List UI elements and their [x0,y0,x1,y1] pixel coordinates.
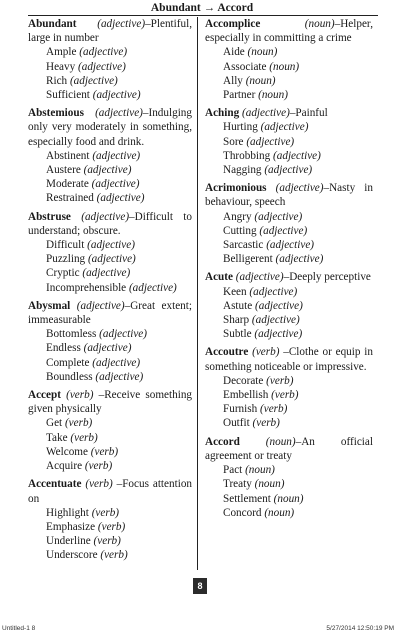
synonym-pos: (adjective) [92,356,141,369]
synonym-pos: (adjective) [87,239,135,252]
synonym-word: Decorate [223,374,264,387]
synonym-pos: (verb) [90,445,119,458]
synonym-item [205,477,373,491]
synonym-item [28,266,192,280]
synonym-word: Cryptic [46,267,80,280]
synonym-word: Throbbing [223,149,271,162]
synonym-item [28,416,192,430]
synonym-word: Pact [223,464,243,477]
synonym-word: Furnish [223,403,258,416]
left-column [28,17,192,567]
synonym-pos: (adjective) [128,281,177,294]
entry-definition-line [205,106,373,120]
synonym-pos: (adjective) [254,328,303,341]
synonym-pos: (noun) [258,89,288,102]
synonym-pos: (noun) [247,46,278,59]
entry-definition-line [205,270,373,284]
right-column [205,17,373,524]
page-header-title: Abundant → Accord [150,2,254,14]
synonym-word: Embellish [223,389,269,402]
synonym-word: Outfit [223,417,250,430]
definition-text: –Difficult to understand; obscure. [28,210,192,237]
synonym-item [205,374,373,388]
synonym-pos: (verb) [93,535,121,548]
synonym-item [28,341,192,355]
synonym-pos: (adjective) [83,164,132,177]
synonym-word: Aide [223,46,245,59]
synonym-word: Sarcastic [223,239,264,252]
synonym-pos: (adjective) [83,342,132,355]
synonym-pos: (adjective) [69,74,118,87]
synonym-pos: (adjective) [246,135,295,148]
synonym-word: Sufficient [46,89,90,102]
synonym-pos: (noun) [245,74,276,87]
synonym-word: Ally [223,74,243,87]
synonym-word: Hurting [223,121,258,134]
synonym-word: Settlement [223,492,271,505]
dictionary-entry [205,345,373,430]
synonym-item [28,60,192,74]
synonym-item [28,520,192,534]
synonym-item [28,370,192,384]
synonym-item [205,163,373,177]
synonym-item [205,463,373,477]
synonym-item [205,149,373,163]
synonym-word: Astute [223,299,253,312]
synonym-pos: (adjective) [249,285,298,298]
synonym-item [28,356,192,370]
definition-text: –Receive something given physically [28,389,193,416]
synonym-item [28,431,192,445]
synonym-pos: (verb) [266,374,294,387]
part-of-speech: (adjective) [95,107,143,120]
synonym-pos: (noun) [269,60,300,73]
synonym-word: Rich [46,74,68,87]
headword: Acrimonious [205,182,267,195]
synonym-pos: (adjective) [92,149,141,162]
synonym-item [205,120,373,134]
part-of-speech: (adjective) [97,18,146,30]
headword: Abysmal [28,299,71,312]
headword: Accord [205,435,240,448]
part-of-speech: (adjective) [76,299,125,312]
synonym-item [205,224,373,238]
definition-text: –Great extent; immeasurable [28,299,192,327]
synonym-pos: (adjective) [259,224,308,237]
synonym-word: Welcome [46,445,88,458]
synonym-item [28,191,192,205]
headword: Accoutre [205,346,249,359]
header-rule [28,15,378,16]
synonym-word: Incomprehensible [46,281,127,294]
synonym-word: Associate [223,60,267,73]
synonym-word: Sore [223,135,244,148]
synonym-pos: (verb) [84,460,113,473]
synonym-word: Angry [223,210,252,223]
synonym-pos: (noun) [254,478,285,491]
synonym-pos: (adjective) [266,239,315,252]
synonym-word: Emphasize [46,520,96,533]
entry-definition-line [205,17,373,45]
synonym-item [28,327,192,341]
synonym-pos: (verb) [100,549,128,562]
synonym-pos: (adjective) [260,121,309,134]
part-of-speech: (adjective) [81,210,130,223]
dictionary-entry [205,181,373,266]
part-of-speech: (adjective) [242,107,290,120]
synonym-word: Partner [223,89,256,102]
synonym-word: Underscore [46,549,98,562]
column-divider [197,17,198,570]
dictionary-entry [28,106,192,205]
synonym-pos: (adjective) [95,370,144,383]
synonym-pos: (noun) [264,506,295,519]
synonym-word: Nagging [223,164,262,177]
footer-timestamp: 5/27/2014 12:50:19 PM [326,625,394,632]
definition-text: –Helper, especially in committing a crime [205,18,373,45]
dictionary-entry [205,270,373,341]
synonym-word: Cutting [223,224,257,237]
synonym-pos: (adjective) [264,164,313,177]
synonym-word: Keen [223,285,247,298]
synonym-pos: (adjective) [255,299,303,312]
synonym-item [28,88,192,102]
synonym-pos: (adjective) [251,314,300,327]
synonym-item [205,252,373,266]
synonym-item [28,163,192,177]
synonym-item [205,416,373,430]
synonym-word: Bottomless [46,328,97,341]
dictionary-entry [28,477,192,562]
definition-text: –Clothe or equip in something noticeable or impressive. [205,346,373,373]
synonym-word: Endless [46,342,81,355]
synonym-item [205,327,373,341]
synonym-item [205,299,373,313]
entry-definition-line [28,17,192,45]
synonym-item [28,45,192,59]
synonym-item [28,281,192,295]
synonym-pos: (verb) [91,506,120,519]
page-number: 8 [197,581,203,591]
synonym-item [28,149,192,163]
synonym-item [205,74,373,88]
entry-definition-line [205,435,373,463]
synonym-word: Moderate [46,178,89,191]
definition-text: –Indulging only very moderately in something, especially food and drink. [28,107,192,148]
synonym-item [205,210,373,224]
dictionary-entry [205,17,373,102]
synonym-pos: (verb) [70,431,98,444]
synonym-word: Restrained [46,192,94,205]
synonym-pos: (verb) [260,403,288,416]
synonym-pos: (adjective) [92,89,141,102]
synonym-item [205,506,373,520]
definition-text: –Deeply perceptive [283,271,371,284]
synonym-item [205,238,373,252]
synonym-item [28,177,192,191]
synonym-item [205,285,373,299]
synonym-item [28,534,192,548]
part-of-speech: (adjective) [235,271,284,284]
synonym-item [205,402,373,416]
dictionary-entry [28,210,192,295]
part-of-speech: (noun) [304,18,335,30]
synonym-word: Concord [223,506,262,519]
synonym-pos: (adjective) [78,60,126,73]
headword: Abstruse [28,210,71,223]
headword: Abstemious [28,107,84,120]
synonym-word: Underline [46,535,91,548]
entry-definition-line [28,477,192,505]
synonym-item [205,313,373,327]
dictionary-entry [28,17,192,102]
synonym-pos: (adjective) [91,178,140,191]
dictionary-entry [28,299,192,384]
synonym-item [205,492,373,506]
synonym-pos: (adjective) [273,149,321,162]
synonym-pos: (verb) [252,417,280,430]
footer-file-label: Untitled-1 8 [2,625,36,632]
synonym-word: Get [46,417,63,430]
page-number-box [193,578,207,594]
entry-definition-line [28,388,192,416]
headword: Aching [205,107,240,120]
synonym-item [28,459,192,473]
synonym-item [28,252,192,266]
synonym-word: Complete [46,356,90,369]
headword: Accentuate [28,478,82,491]
synonym-item [205,135,373,149]
entry-definition-line [205,345,373,373]
synonym-pos: (adjective) [82,267,131,280]
synonym-word: Difficult [46,239,85,252]
synonym-word: Acquire [46,460,83,473]
part-of-speech: (adjective) [275,182,324,195]
part-of-speech: (verb) [66,389,94,402]
definition-text: –Nasty in behaviour, speech [205,182,373,209]
synonym-pos: (noun) [245,464,275,477]
synonym-pos: (adjective) [96,192,145,205]
synonym-word: Take [46,431,68,444]
dictionary-entry [205,435,373,520]
entry-definition-line [28,299,192,327]
synonym-pos: (verb) [64,417,93,430]
definition-text: –Focus attention on [28,478,193,505]
synonym-pos: (adjective) [87,253,136,266]
dictionary-entry [205,106,373,177]
definition-text: –An official agreement or treaty [205,435,373,462]
headword: Accept [28,389,61,402]
synonym-pos: (adjective) [79,46,128,59]
headword: Acute [205,271,233,284]
synonym-word: Austere [46,164,81,177]
synonym-item [28,238,192,252]
synonym-pos: (adjective) [275,253,324,266]
synonym-item [205,88,373,102]
dictionary-entry [28,388,192,473]
synonym-word: Sharp [223,314,250,327]
definition-text: –Plentiful, large in number [28,18,192,45]
synonym-word: Abstinent [46,149,90,162]
synonym-pos: (noun) [273,492,304,505]
synonym-word: Heavy [46,60,76,73]
synonym-pos: (adjective) [254,210,303,223]
entry-definition-line [205,181,373,209]
synonym-item [28,548,192,562]
synonym-item [28,506,192,520]
synonym-word: Subtle [223,328,252,341]
synonym-pos: (adjective) [99,328,147,341]
synonym-item [205,45,373,59]
definition-text: –Painful [289,107,328,120]
synonym-word: Highlight [46,506,89,519]
synonym-pos: (verb) [97,520,126,533]
synonym-word: Ample [46,46,77,59]
synonym-word: Puzzling [46,253,86,266]
headword: Accomplice [205,18,261,30]
headword: Abundant [28,18,77,30]
synonym-word: Treaty [223,478,252,491]
synonym-word: Boundless [46,370,93,383]
entry-definition-line [28,106,192,149]
synonym-item [28,445,192,459]
part-of-speech: (noun) [265,435,296,448]
part-of-speech: (verb) [85,478,113,491]
part-of-speech: (verb) [252,346,280,359]
synonym-word: Belligerent [223,253,273,266]
synonym-item [28,74,192,88]
synonym-item [205,388,373,402]
synonym-item [205,60,373,74]
synonym-pos: (verb) [271,389,299,402]
entry-definition-line [28,210,192,238]
